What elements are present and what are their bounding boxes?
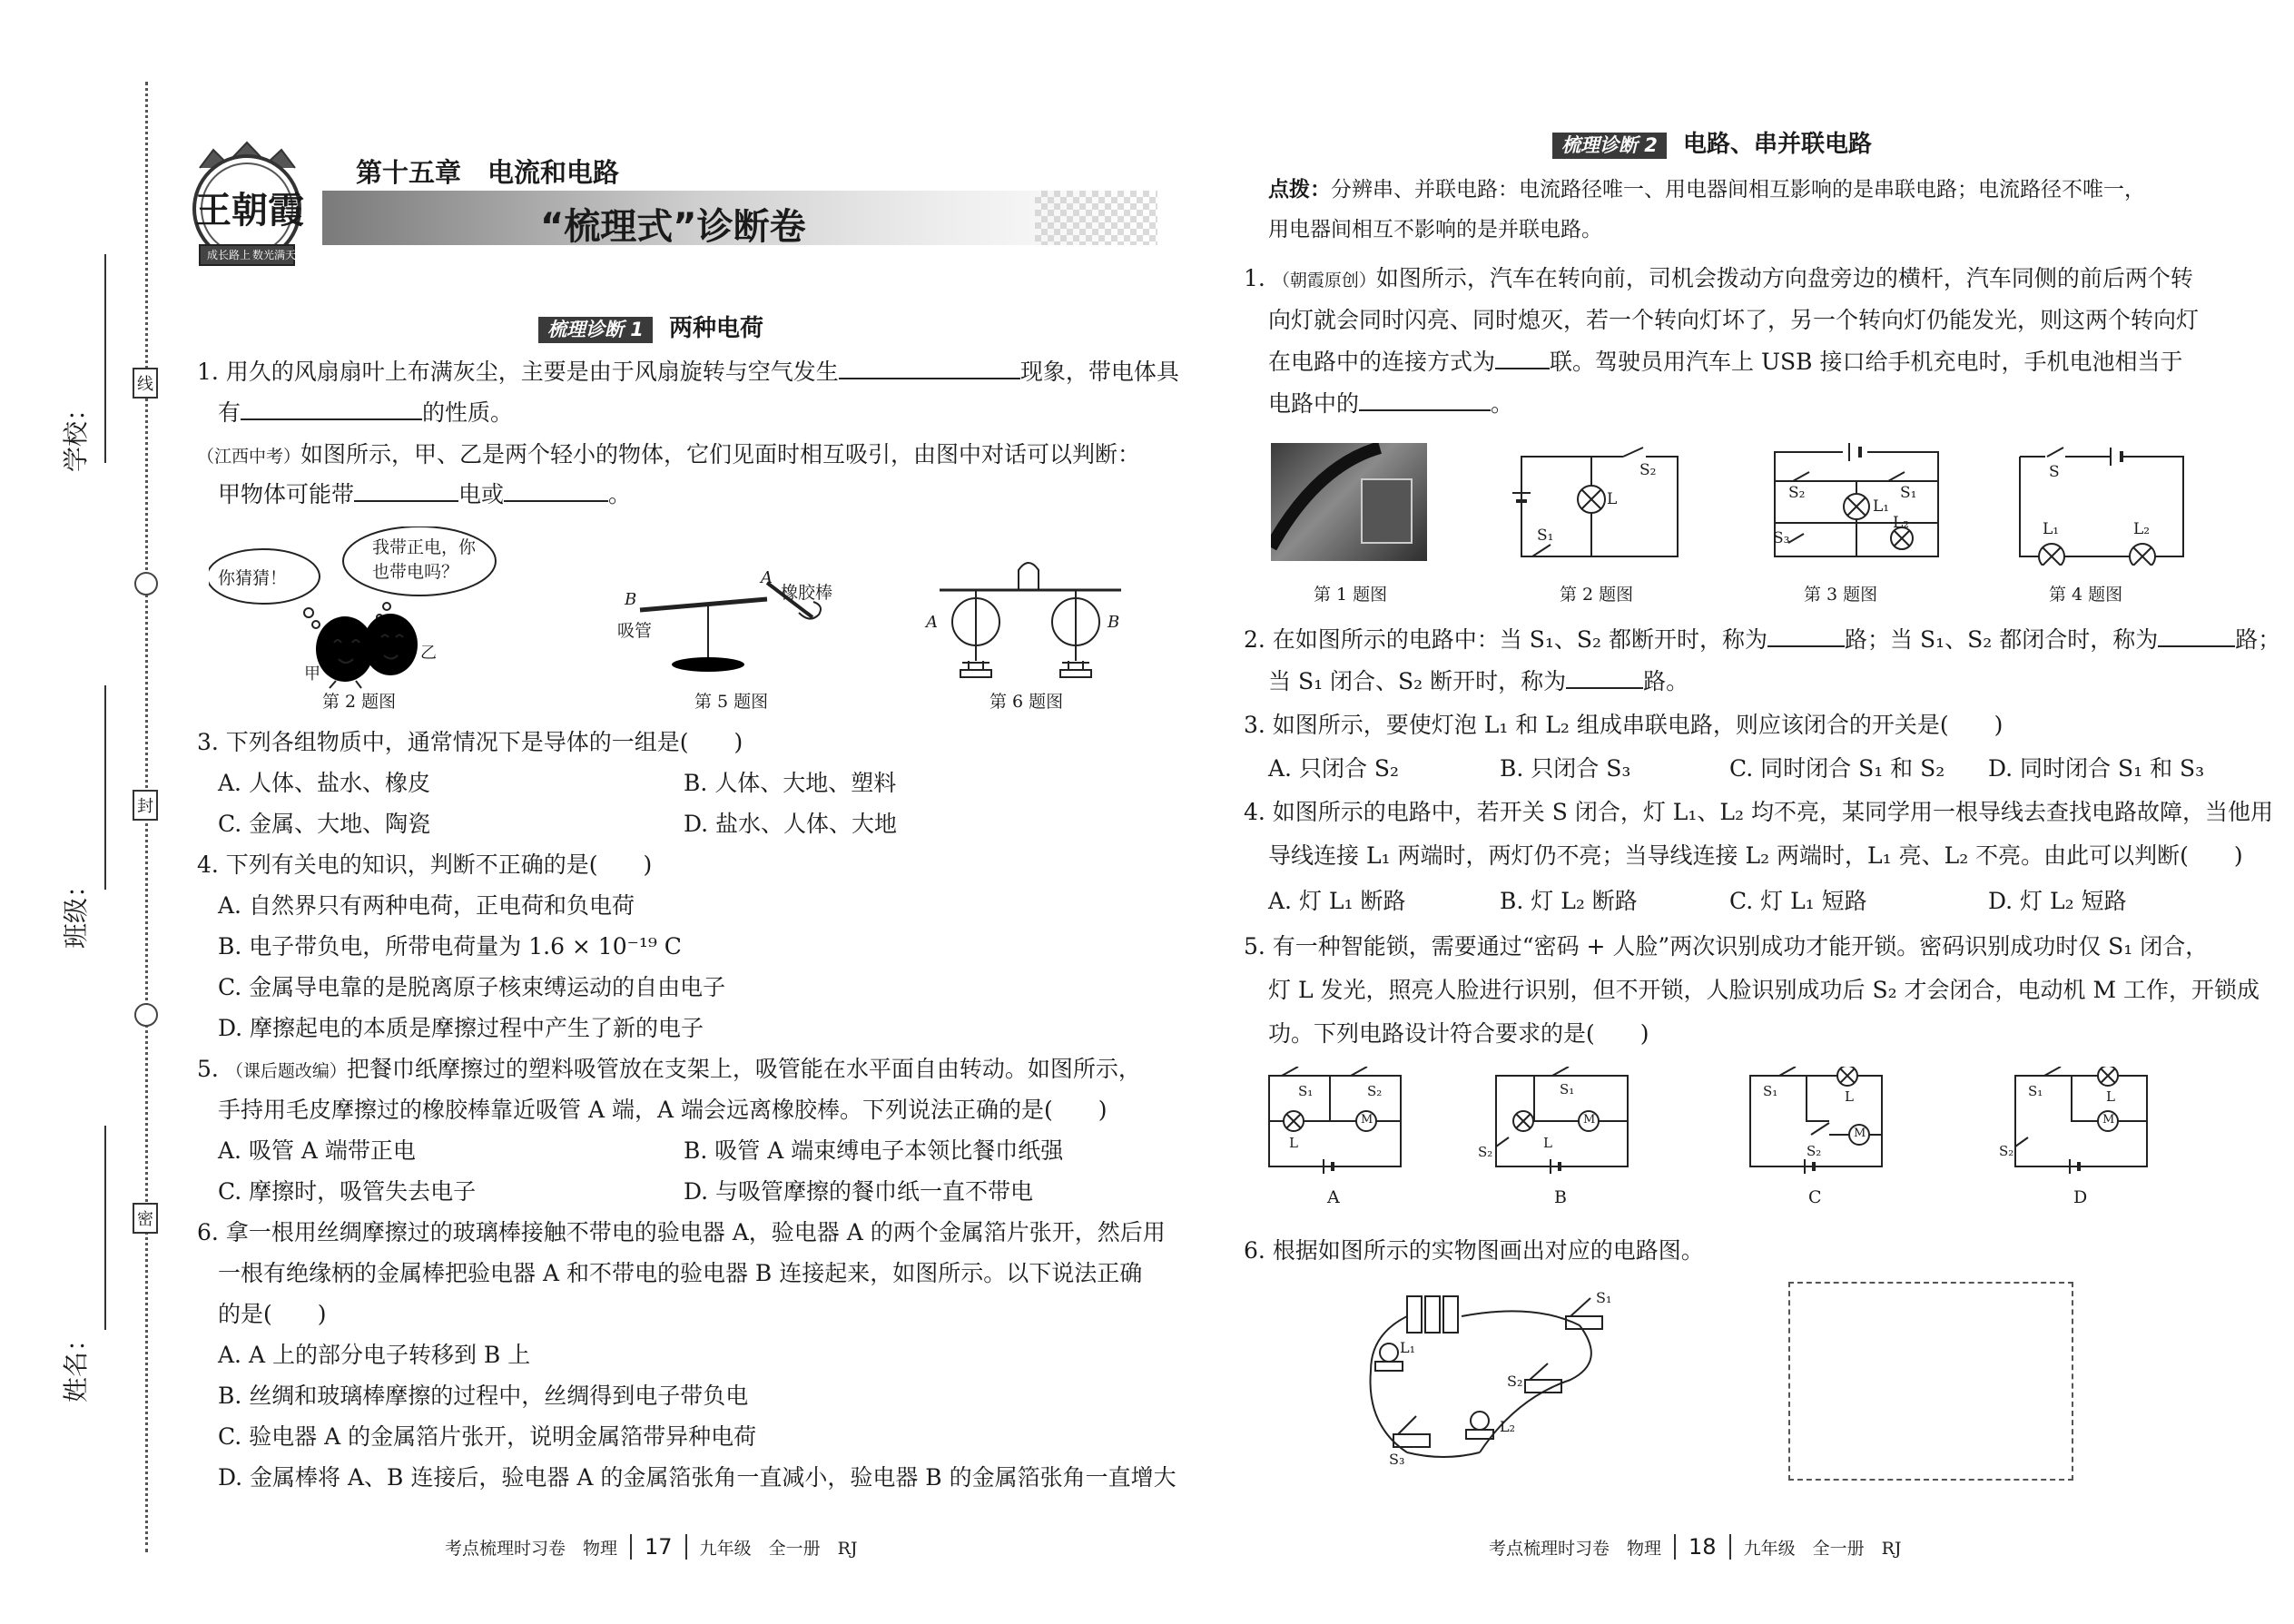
lbl-l: L (1607, 490, 1618, 508)
r-q3-option-c[interactable]: C. 同时闭合 S₁ 和 S₂ (1729, 755, 1945, 782)
caption-r-fig4: 第 4 题图 (2049, 585, 2123, 605)
binding-ornament (134, 572, 158, 595)
school-label: 学校： (61, 395, 91, 472)
answer-blank[interactable] (1495, 367, 1550, 369)
q2-text-c: 电或 (458, 481, 505, 507)
r-q2-text-e: 路。 (1643, 668, 1689, 694)
answer-blank[interactable] (839, 377, 1020, 379)
q5-option-b[interactable]: B. 吸管 A 端束缚电子本领比餐巾纸强 (684, 1137, 1064, 1164)
label-yi: 乙 (420, 644, 437, 663)
section-2-tag: 梳理诊断 2 (1552, 133, 1667, 159)
circuit-option-c[interactable] (1743, 1067, 1888, 1180)
r-q1-line3 (1268, 349, 2182, 376)
q6-line2: 一根有绝缘柄的金属棒把验电器 A 和不带电的验电器 B 连接起来，如图所示。以下说法正确 (218, 1260, 1143, 1286)
q4-option-a[interactable]: A. 自然界只有两种电荷，正电荷和负电荷 (218, 892, 635, 919)
answer-blank[interactable] (2158, 645, 2235, 647)
r-q2-line1 (1244, 626, 2280, 654)
q1-line1 (197, 359, 1179, 386)
tip-text-a: 分辨串、并联电路：电流路径唯一、用电器间相互影响的是串联电路；电流路径不唯一， (1331, 178, 2145, 202)
q4-stem: 4. 下列有关电的知识，判断不正确的是( ) (197, 851, 653, 878)
answer-blank[interactable] (354, 499, 458, 502)
r-q2-text-d: 当 S₁ 闭合、S₂ 断开时，称为 (1268, 668, 1567, 694)
q5-source: （课后题改编） (225, 1061, 347, 1081)
footer-right (1489, 1534, 1902, 1560)
lbl-s2: S₂ (1807, 1143, 1822, 1159)
caption-r-fig3: 第 3 题图 (1804, 585, 1878, 605)
circuit-option-a[interactable] (1262, 1067, 1407, 1180)
lbl-s: S (2049, 463, 2060, 481)
r-q3-option-d[interactable]: D. 同时闭合 S₁ 和 S₃ (1988, 755, 2205, 782)
q2-text-d: 。 (608, 481, 632, 507)
section-2-title: 电路、串并联电路 (1682, 131, 1872, 158)
caption-r-fig2: 第 2 题图 (1560, 585, 1634, 605)
q1-text-c: 有 (218, 399, 241, 426)
q6-line3: 的是( ) (218, 1301, 327, 1327)
lbl-m: M (1854, 1127, 1866, 1140)
page-number: 17 (630, 1534, 687, 1560)
label-B: B (1108, 613, 1120, 632)
lbl-l1: L₁ (2043, 520, 2060, 538)
lbl-s2: S₂ (1788, 484, 1806, 502)
footer-grade: 九年级 全一册 RJ (699, 1539, 858, 1559)
r-q3-stem: 3. 如图所示，要使灯泡 L₁ 和 L₂ 组成串联电路，则应该闭合的开关是( ) (1244, 712, 2004, 738)
lbl-s1: S₁ (2028, 1083, 2043, 1099)
q2-line1 (197, 441, 1140, 468)
lbl-s2: S₂ (1478, 1144, 1493, 1160)
q6-option-d[interactable]: D. 金属棒将 A、B 连接后，验电器 A 的金属箔张角一直减小，验电器 B 的金属箔张角一直增大 (218, 1464, 1177, 1491)
q3-option-d[interactable]: D. 盐水、人体、大地 (684, 811, 898, 837)
lbl-s2: S₂ (1507, 1373, 1523, 1390)
q3-option-c[interactable]: C. 金属、大地、陶瓷 (218, 811, 431, 837)
q4-option-c[interactable]: C. 金属导电靠的是脱离原子核束缚运动的自由电子 (218, 974, 726, 1000)
q5-option-a[interactable]: A. 吸管 A 端带正电 (218, 1137, 416, 1164)
lbl-s1: S₁ (1298, 1083, 1314, 1099)
q2-text-a: 如图所示，甲、乙是两个轻小的物体，它们见面时相互吸引，由图中对话可以判断： (300, 441, 1141, 468)
bubble-text-1: 你猜猜！ (218, 568, 288, 588)
r-q2-text-b: 路；当 S₁、S₂ 都闭合时，称为 (1845, 626, 2159, 653)
page-title: “梳理式”诊断卷 (540, 206, 806, 248)
answer-blank[interactable] (1767, 645, 1845, 647)
lbl-l2: L₂ (2133, 520, 2151, 538)
figure-r2 (1505, 443, 1687, 566)
footer-left (445, 1534, 858, 1560)
caption-option-c: C (1808, 1187, 1822, 1207)
r-q2-line2 (1268, 668, 1689, 695)
lbl-l1: L₁ (1400, 1339, 1416, 1356)
q6-option-b[interactable]: B. 丝绸和玻璃棒摩擦的过程中，丝绸得到电子带负电 (218, 1383, 749, 1409)
lbl-m: M (1583, 1113, 1596, 1127)
q5-line1: 5. （课后题改编）把餐巾纸摩擦过的塑料吸管放在支架上，吸管能在水平面自由转动。如图所示， (197, 1056, 1141, 1082)
answer-blank[interactable] (504, 499, 608, 502)
q6-option-a[interactable]: A. A 上的部分电子转移到 B 上 (218, 1342, 531, 1368)
q2-source: （江西中考） (197, 447, 301, 467)
logo-sub2: 数光满天 (252, 249, 297, 261)
section-1-tag: 梳理诊断 1 (538, 317, 653, 343)
binding-char-close: 密 (133, 1203, 158, 1234)
lbl-s2: S₂ (1639, 461, 1657, 479)
answer-blank[interactable] (1359, 408, 1491, 411)
q1-text-d: 的性质。 (422, 399, 514, 426)
r-q1-text-a: 如图所示，汽车在转向前，司机会拨动方向盘旁边的横杆，汽车同侧的前后两个转 (1375, 265, 2193, 291)
r-q4-line1: 4. 如图所示的电路中，若开关 S 闭合，灯 L₁、L₂ 均不亮，某同学用一根导线去查找电路故障，当他用 (1244, 799, 2273, 825)
bubble-text-2a: 我带正电，你 (372, 537, 477, 557)
r-q4-option-b[interactable]: B. 灯 L₂ 断路 (1500, 888, 1638, 914)
q4-option-b[interactable]: B. 电子带负电，所带电荷量为 1.6 × 10⁻¹⁹ C (218, 933, 682, 960)
lbl-m: M (1361, 1113, 1373, 1127)
r-q4-option-d[interactable]: D. 灯 L₂ 短路 (1988, 888, 2127, 914)
r-q1-text-e: 电路中的 (1268, 390, 1360, 417)
lbl-l2: L₂ (1500, 1418, 1516, 1435)
label-jia: 甲 (304, 664, 320, 684)
r-q4-line2: 导线连接 L₁ 两端时，两灯仍不亮；当导线连接 L₂ 两端时，L₁ 亮、L₂ 不亮。由此可以判断( ) (1268, 842, 2243, 869)
tip-line1 (1268, 178, 2145, 203)
name-field[interactable] (104, 1126, 106, 1330)
q3-option-b[interactable]: B. 人体、大地、塑料 (684, 770, 897, 796)
lbl-l: L (1543, 1135, 1552, 1151)
lbl-s1: S₁ (1596, 1289, 1612, 1306)
q4-option-d[interactable]: D. 摩擦起电的本质是摩擦过程中产生了新的电子 (218, 1015, 704, 1041)
r-q1-line4 (1268, 390, 1513, 418)
r-q2-text-c: 路； (2235, 626, 2281, 653)
caption-fig6: 第 6 题图 (989, 692, 1064, 712)
q1-text-a: 1. 用久的风扇扇叶上布满灰尘，主要是由于风扇旋转与空气发生 (197, 359, 839, 385)
lbl-s3: S₃ (1773, 529, 1790, 547)
r-q5-line3: 功。下列电路设计符合要求的是( ) (1268, 1020, 1649, 1047)
q3-stem: 3. 下列各组物质中，通常情况下是导体的一组是( ) (197, 729, 743, 755)
r-q1-line1: 1. （朝霞原创）如图所示，汽车在转向前，司机会拨动方向盘旁边的横杆，汽车同侧的前后两个转 (1244, 265, 2193, 291)
lbl-s1: S₁ (1537, 527, 1554, 545)
figure-q2 (209, 527, 508, 690)
circuit-option-b[interactable] (1478, 1067, 1634, 1180)
answer-blank[interactable] (1566, 686, 1643, 689)
q6-line1: 6. 拿一根用丝绸摩擦过的玻璃棒接触不带电的验电器 A，验电器 A 的两个金属箔片张开，然后用 (197, 1219, 1166, 1245)
section-2-heading (1552, 131, 1872, 159)
label-tube: 吸管 (617, 621, 653, 641)
caption-fig5: 第 5 题图 (694, 692, 769, 712)
lbl-s2: S₂ (1367, 1083, 1383, 1099)
school-field[interactable] (104, 254, 106, 463)
logo (172, 132, 322, 268)
lbl-s1: S₁ (1560, 1081, 1575, 1097)
q5-option-d[interactable]: D. 与吸管摩擦的餐巾纸一直不带电 (684, 1178, 1034, 1205)
lbl-l1: L₁ (1873, 497, 1890, 516)
q3-option-a[interactable]: A. 人体、盐水、橡皮 (218, 770, 430, 796)
binding-char-seal: 封 (133, 790, 158, 821)
tip-label: 点拨： (1268, 178, 1331, 202)
class-label: 班级： (61, 871, 91, 949)
section-1-heading (538, 315, 763, 343)
r-q3-option-b[interactable]: B. 只闭合 S₃ (1500, 755, 1631, 782)
lbl-l: L (2106, 1088, 2115, 1105)
label-B: B (625, 590, 637, 609)
label-A: A (761, 568, 773, 587)
figure-r3 (1766, 443, 1947, 566)
lbl-l: L (1289, 1135, 1298, 1151)
lbl-s1: S₁ (1763, 1083, 1778, 1099)
logo-sub1: 成长路上 (207, 249, 251, 261)
r-q4-option-a[interactable]: A. 灯 L₁ 断路 (1268, 888, 1406, 914)
answer-blank[interactable] (241, 418, 422, 420)
figure-r1-photo (1271, 443, 1427, 561)
chapter-title: 第十五章 电流和电路 (356, 157, 620, 188)
lbl-s3: S₃ (1389, 1451, 1405, 1468)
r-q3-option-a[interactable]: A. 只闭合 S₂ (1268, 755, 1400, 782)
r-q1-text-d: 联。驾驶员用汽车上 USB 接口给手机充电时，手机电池相当于 (1550, 349, 2183, 375)
q5-text-a: 把餐巾纸摩擦过的塑料吸管放在支架上，吸管能在水平面自由转动。如图所示， (346, 1056, 1141, 1082)
q2-line2 (218, 481, 631, 508)
lbl-l2: L₂ (1893, 514, 1910, 532)
caption-fig2: 第 2 题图 (322, 692, 397, 712)
caption-option-a: A (1327, 1187, 1340, 1207)
class-field[interactable] (104, 685, 106, 890)
r-q4-option-c[interactable]: C. 灯 L₁ 短路 (1729, 888, 1867, 914)
label-A: A (926, 613, 938, 632)
figure-r6-objects (1353, 1289, 1634, 1471)
page-number: 18 (1674, 1534, 1731, 1560)
r-q5-line1: 5. 有一种智能锁，需要通过“密码 + 人脸”两次识别成功才能开锁。密码识别成功时仅 S₁ 闭合， (1244, 933, 2209, 960)
caption-option-d: D (2073, 1187, 2088, 1207)
q5-option-c[interactable]: C. 摩擦时，吸管失去电子 (218, 1178, 477, 1205)
r-q5-line2: 灯 L 发光，照亮人脸进行识别，但不开锁，人脸识别成功后 S₂ 才会闭合，电动机 M 工作，开锁成 (1268, 977, 2260, 1003)
r-q6-stem: 6. 根据如图所示的实物图画出对应的电路图。 (1244, 1237, 1704, 1264)
binding-ornament (134, 1003, 158, 1027)
figure-q6 (926, 554, 1135, 685)
tip-line2: 用电器间相互不影响的是并联电路。 (1268, 218, 1602, 241)
banner-checker (1035, 191, 1157, 245)
binding-char-line: 线 (133, 368, 158, 399)
label-rod: 橡胶棒 (781, 583, 833, 603)
figure-r4 (2011, 443, 2192, 566)
caption-option-b: B (1554, 1187, 1567, 1207)
lbl-s1: S₁ (1900, 484, 1917, 502)
answer-drawing-box[interactable] (1788, 1282, 2073, 1481)
r-q1-line2: 向灯就会同时闪亮、同时熄灭，若一个转向灯坏了，另一个转向灯仍能发光，则这两个转向灯 (1268, 307, 2200, 333)
r-q1-source: （朝霞原创） (1272, 271, 1376, 290)
logo-name: 王朝霞 (195, 189, 304, 231)
q5-line2: 手持用毛皮摩擦过的橡胶棒靠近吸管 A 端，A 端会远离橡胶棒。下列说法正确的是( ) (218, 1097, 1108, 1123)
footer-book: 考点梳理时习卷 物理 (445, 1539, 618, 1559)
q6-option-c[interactable]: C. 验电器 A 的金属箔片张开，说明金属箔带异种电荷 (218, 1423, 757, 1450)
r-q1-text-c: 在电路中的连接方式为 (1268, 349, 1496, 375)
name-label: 姓名： (61, 1325, 91, 1403)
footer-grade: 九年级 全一册 RJ (1743, 1539, 1902, 1559)
r-q1-text-f: 。 (1491, 390, 1514, 417)
lbl-m: M (2102, 1113, 2115, 1127)
q1-text-b: 现象，带电体具 (1019, 359, 1179, 385)
r-q2-text-a: 2. 在如图所示的电路中：当 S₁、S₂ 都断开时，称为 (1244, 626, 1767, 653)
footer-book: 考点梳理时习卷 物理 (1489, 1539, 1662, 1559)
lbl-s2: S₂ (1999, 1143, 2014, 1159)
section-1-title: 两种电荷 (668, 315, 763, 342)
q2-text-b: 甲物体可能带 (218, 481, 355, 507)
caption-r-fig1: 第 1 题图 (1314, 585, 1388, 605)
circuit-option-d[interactable] (1999, 1067, 2153, 1180)
q1-line2 (218, 399, 513, 427)
lbl-l: L (1845, 1088, 1854, 1105)
figure-q5 (617, 563, 853, 681)
bubble-text-2b: 也带电吗？ (372, 562, 459, 582)
